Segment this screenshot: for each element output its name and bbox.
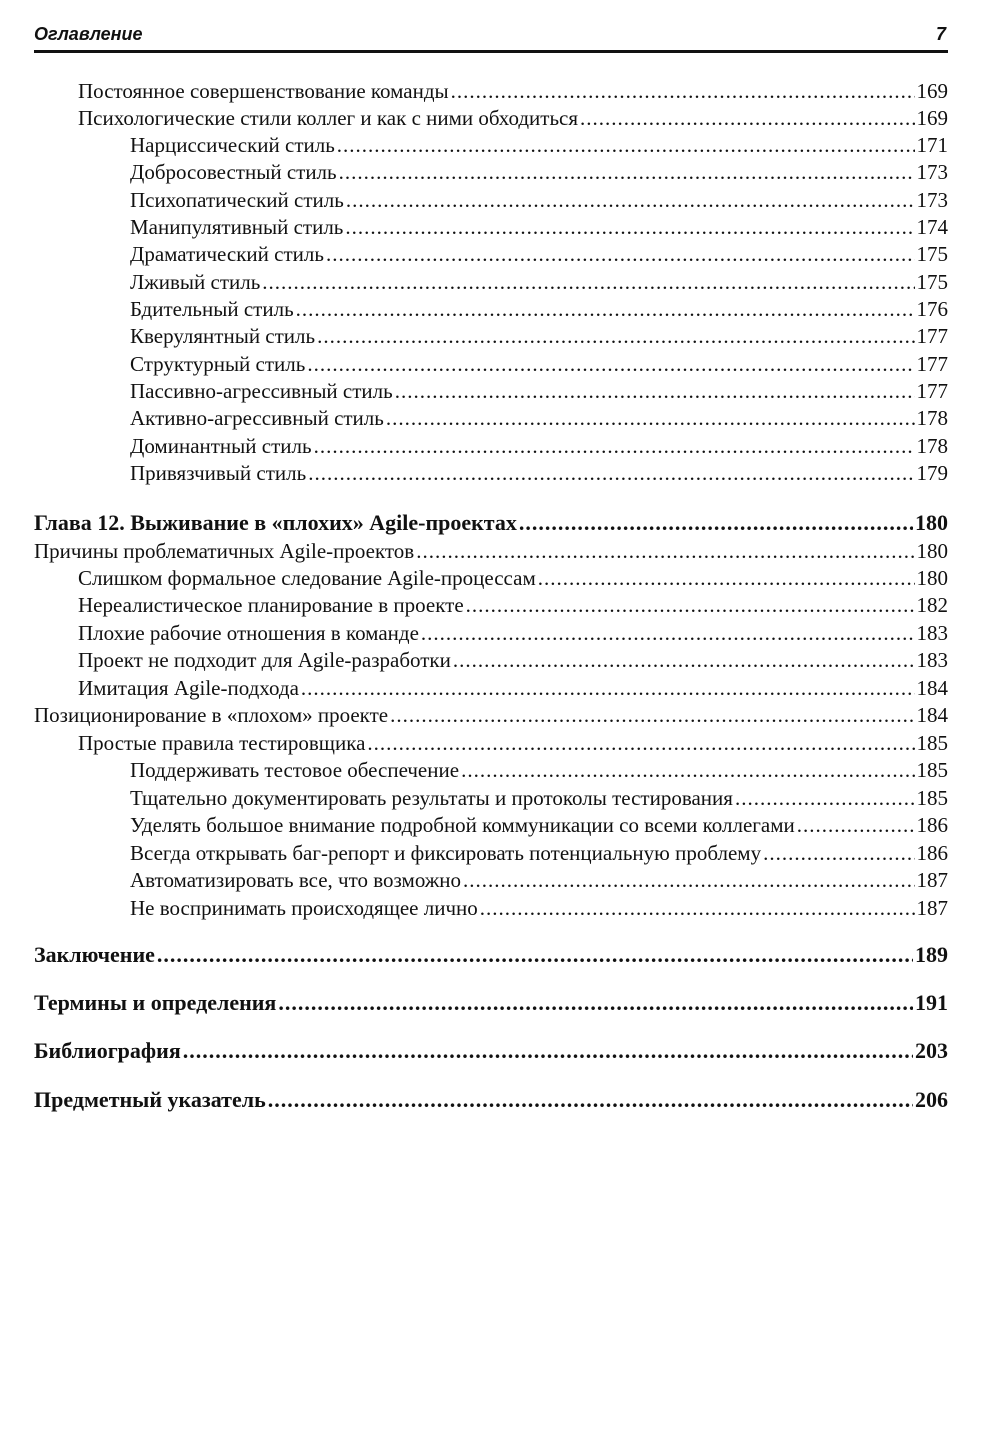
toc-entry[interactable] — [34, 78, 948, 104]
toc-entry-title: Слишком формальное следование Agile-процессам — [78, 566, 536, 590]
toc-entry-title: Термины и определения — [34, 990, 277, 1015]
toc-entry[interactable] — [34, 538, 948, 564]
dot-leader — [278, 990, 913, 1016]
toc-entry-page-number: 185 — [916, 786, 948, 810]
dot-leader — [307, 351, 914, 377]
toc-entry[interactable] — [34, 647, 948, 673]
dot-leader — [480, 895, 915, 921]
toc-entry[interactable] — [34, 812, 948, 838]
dot-leader — [386, 405, 915, 431]
toc-entry-page-number: 186 — [916, 841, 948, 865]
toc-entry[interactable] — [34, 460, 948, 486]
toc-entry[interactable] — [34, 990, 948, 1016]
toc-entry-page-number: 184 — [916, 676, 948, 700]
toc-entry-page-number: 177 — [916, 379, 948, 403]
toc-entry[interactable] — [34, 132, 948, 158]
toc-entry-page-number: 178 — [916, 406, 948, 430]
toc-entry-page-number: 187 — [916, 896, 948, 920]
toc-entry-page-number: 191 — [915, 990, 948, 1015]
dot-leader — [268, 1087, 913, 1113]
dot-leader — [367, 730, 914, 756]
dot-leader — [395, 378, 915, 404]
dot-leader — [735, 785, 915, 811]
toc-entry-page-number: 175 — [916, 242, 948, 266]
toc-entry-title: Поддерживать тестовое обеспечение — [130, 758, 460, 782]
dot-leader — [797, 812, 915, 838]
toc-entry[interactable] — [34, 159, 948, 185]
toc-entry-page-number: 175 — [916, 270, 948, 294]
dot-leader — [453, 647, 915, 673]
toc-entry-page-number: 203 — [915, 1038, 948, 1063]
toc-entry-title: Предметный указатель — [34, 1087, 266, 1112]
toc-entry[interactable] — [34, 785, 948, 811]
toc-entry[interactable] — [34, 296, 948, 322]
toc-entry-title: Причины проблематичных Agile-проектов — [34, 539, 415, 563]
toc-entry-page-number: 179 — [916, 461, 948, 485]
toc-entry-title: Пассивно-агрессивный стиль — [130, 379, 393, 403]
toc-entry-title: Простые правила тестировщика — [78, 731, 366, 755]
toc-entry-page-number: 182 — [916, 593, 948, 617]
toc-entry[interactable] — [34, 867, 948, 893]
dot-leader — [519, 510, 913, 536]
toc-entry-page-number: 180 — [916, 566, 948, 590]
toc-entry-page-number: 171 — [916, 133, 948, 157]
dot-leader — [317, 323, 914, 349]
toc-entry[interactable] — [34, 1038, 948, 1064]
page-number: 7 — [935, 24, 946, 44]
toc-entry-page-number: 169 — [916, 79, 948, 103]
toc-entry[interactable] — [34, 702, 948, 728]
running-header — [34, 22, 948, 53]
toc-entry[interactable] — [34, 351, 948, 377]
toc-entry-page-number: 185 — [916, 758, 948, 782]
toc-entry-page-number: 173 — [916, 188, 948, 212]
toc-entry[interactable] — [34, 1087, 948, 1113]
dot-leader — [538, 565, 915, 591]
toc-entry-title: Позиционирование в «плохом» проекте — [34, 703, 389, 727]
toc-entry-page-number: 184 — [916, 703, 948, 727]
toc-entry-page-number: 176 — [916, 297, 948, 321]
toc-entry[interactable] — [34, 730, 948, 756]
toc-entry-page-number: 187 — [916, 868, 948, 892]
toc-entry[interactable] — [34, 592, 948, 618]
toc-entry-page-number: 183 — [916, 621, 948, 645]
dot-leader — [296, 296, 915, 322]
toc-entry-title: Бдительный стиль — [130, 297, 294, 321]
toc-entry-title: Нереалистическое планирование в проекте — [78, 593, 464, 617]
dot-leader — [461, 757, 914, 783]
toc-entry-page-number: 206 — [915, 1087, 948, 1112]
toc-entry[interactable] — [34, 187, 948, 213]
toc-entry[interactable] — [34, 757, 948, 783]
toc-entry-title: Нарциссический стиль — [130, 133, 335, 157]
toc-entry-title: Тщательно документировать результаты и протоколы тестирования — [130, 786, 733, 810]
dot-leader — [308, 460, 914, 486]
toc-entry[interactable] — [34, 323, 948, 349]
toc-entry-page-number: 169 — [916, 106, 948, 130]
toc-entry-page-number: 180 — [916, 539, 948, 563]
toc-entry-page-number: 177 — [916, 352, 948, 376]
toc-entry[interactable] — [34, 942, 948, 968]
dot-leader — [301, 675, 915, 701]
toc-entry-page-number: 183 — [916, 648, 948, 672]
dot-leader — [326, 241, 915, 267]
toc-entry[interactable] — [34, 378, 948, 404]
toc-entry-title: Проект не подходит для Agile-разработки — [78, 648, 451, 672]
dot-leader — [463, 867, 914, 893]
dot-leader — [345, 214, 914, 240]
dot-leader — [580, 105, 914, 131]
toc-entry-page-number: 177 — [916, 324, 948, 348]
toc-entry-title: Активно-агрессивный стиль — [130, 406, 384, 430]
toc-entry[interactable] — [34, 510, 948, 536]
dot-leader — [183, 1038, 913, 1064]
toc-entry-title: Плохие рабочие отношения в команде — [78, 621, 419, 645]
toc-entry[interactable] — [34, 433, 948, 459]
dot-leader — [416, 538, 914, 564]
toc-entry[interactable] — [34, 405, 948, 431]
toc-entry-title: Не воспринимать происходящее лично — [130, 896, 478, 920]
toc-entry-title: Манипулятивный стиль — [130, 215, 344, 239]
toc-entry-page-number: 178 — [916, 434, 948, 458]
toc-entry-title: Постоянное совершенствование команды — [78, 79, 449, 103]
dot-leader — [466, 592, 915, 618]
toc-entry[interactable] — [34, 840, 948, 866]
toc-entry[interactable] — [34, 675, 948, 701]
toc-entry-title: Кверулянтный стиль — [130, 324, 316, 348]
dot-leader — [390, 702, 914, 728]
toc-entry-title: Психологические стили коллег и как с ними обходиться — [78, 106, 579, 130]
toc-entry-title: Глава 12. Выживание в «плохих» Agile-проектах — [34, 510, 517, 535]
toc-entry[interactable] — [34, 895, 948, 921]
toc-entry-title: Имитация Agile-подхода — [78, 676, 299, 700]
toc-entry-title: Психопатический стиль — [130, 188, 344, 212]
toc-entry-title: Добросовестный стиль — [130, 160, 337, 184]
dot-leader — [337, 132, 915, 158]
toc-entry-page-number: 185 — [916, 731, 948, 755]
toc-entry[interactable] — [34, 269, 948, 295]
toc-entry-page-number: 174 — [916, 215, 948, 239]
running-header-title: Оглавление — [34, 24, 143, 44]
toc-entry-title: Лживый стиль — [130, 270, 261, 294]
dot-leader — [157, 942, 913, 968]
toc-entry-title: Драматический стиль — [130, 242, 324, 266]
toc-entry[interactable] — [34, 620, 948, 646]
toc-entry-title: Структурный стиль — [130, 352, 306, 376]
toc-entry[interactable] — [34, 565, 948, 591]
dot-leader — [262, 269, 914, 295]
toc-entry[interactable] — [34, 105, 948, 131]
dot-leader — [339, 159, 915, 185]
toc-entry-page-number: 186 — [916, 813, 948, 837]
toc-entry-title: Всегда открывать баг-репорт и фиксировать потенциальную проблему — [130, 841, 762, 865]
toc-entry-title: Доминантный стиль — [130, 434, 312, 458]
toc-entry-title: Уделять большое внимание подробной коммуникации со всеми коллегами — [130, 813, 795, 837]
dot-leader — [451, 78, 915, 104]
dot-leader — [346, 187, 915, 213]
toc-entry-page-number: 173 — [916, 160, 948, 184]
toc-entry-title: Заключение — [34, 942, 155, 967]
toc-entry-title: Библиография — [34, 1038, 181, 1063]
toc-entry[interactable] — [34, 241, 948, 267]
dot-leader — [763, 840, 914, 866]
toc-entry-page-number: 189 — [915, 942, 948, 967]
toc-entry[interactable] — [34, 214, 948, 240]
dot-leader — [421, 620, 915, 646]
toc-entry-page-number: 180 — [915, 510, 948, 535]
toc-entry-title: Автоматизировать все, что возможно — [130, 868, 462, 892]
dot-leader — [314, 433, 915, 459]
toc-entry-title: Привязчивый стиль — [130, 461, 307, 485]
